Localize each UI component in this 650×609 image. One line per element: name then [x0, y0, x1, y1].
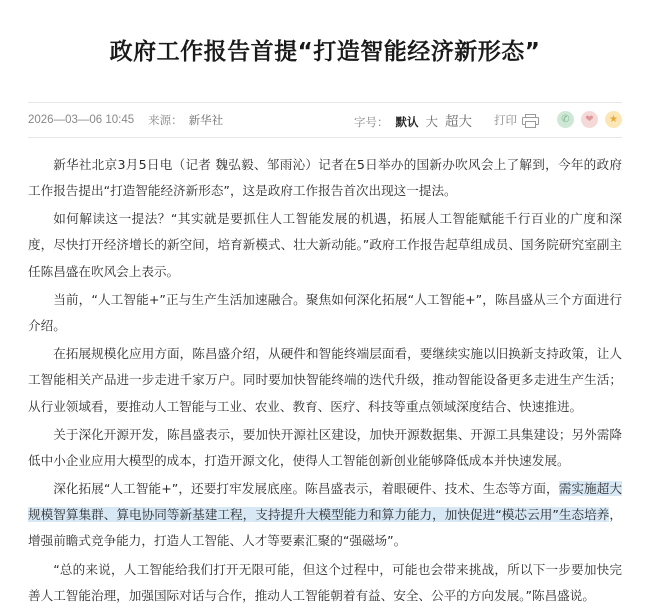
page-title: 政府工作报告首提“打造智能经济新形态”: [109, 39, 541, 66]
source-group: [148, 112, 223, 128]
favorite-star-icon[interactable]: ★: [605, 111, 622, 128]
font-size-label: 字号：: [353, 116, 389, 129]
paragraph-text: 深化拓展“人工智能+”，还要打牢发展底座。陈昌盛表示，着眼硬件、技术、生态等方面，: [53, 481, 559, 497]
paragraph-text: “总的来说，人工智能给我们打开无限可能，但这个过程中，可能也会带来挑战，所以下一步要加快完善人工智能治理，加强国际对话与合作，推动人工智能朝着有益、安全、公平的方向发展。”陈昌盛说。: [28, 561, 622, 603]
source-label: 来源：: [148, 114, 183, 127]
article-paragraph: [28, 206, 622, 285]
source-name: 新华社: [188, 114, 224, 127]
font-size-default-option[interactable]: 默认: [395, 116, 419, 129]
share-buttons: [557, 111, 622, 128]
article-meta-bar: [28, 102, 622, 138]
article-paragraph: [28, 422, 622, 474]
paragraph-text: 当前，“人工智能+”正与生产生活加速融合。聚焦如何深化拓展“人工智能+”，陈昌盛从三个方面进行介绍。: [28, 291, 622, 333]
article-body: [28, 138, 622, 609]
paragraph-text: 如何解读这一提法？“其实就是要抓住人工智能发展的机遇，拓展人工智能赋能千行百业的广度和深度，尽快打开经济增长的新空间，培育新模式、壮大新动能。”政府工作报告起草组成员、国务院研究室副主任陈昌盛在吹风会上表示。: [28, 211, 622, 279]
article-page: [0, 15, 650, 603]
meta-left-group: [28, 112, 223, 128]
article-paragraph: [28, 287, 622, 339]
article-paragraph: [28, 152, 622, 204]
paragraph-text: 关于深化开源开发，陈昌盛表示，要加快开源社区建设，加快开源数据集、开源工具集建设；另外需降低中小企业应用大模型的成本，打造开源文化，使得人工智能创新创业能够降低成本并快速发展。: [28, 426, 622, 468]
article-paragraph: [28, 341, 622, 420]
print-control[interactable]: [494, 112, 537, 128]
article-paragraph: [28, 557, 622, 609]
article-paragraph: [28, 476, 622, 555]
font-size-xlarge-option[interactable]: 超大: [445, 113, 472, 129]
wechat-share-icon[interactable]: ✆: [557, 111, 574, 128]
print-label: 打印: [494, 114, 517, 127]
paragraph-text: ，增强前瞻式竞争能力，打造人工智能、人才等要素汇聚的“强磁场”。: [28, 507, 622, 549]
font-size-large-option[interactable]: 大: [425, 114, 438, 129]
weibo-share-icon[interactable]: ❤: [581, 111, 598, 128]
meta-right-group: [354, 110, 622, 130]
publish-date: 2026—03—06 10:45: [28, 113, 135, 126]
font-size-control: [354, 110, 472, 130]
paragraph-text: 新华社北京3月5日电（记者 魏弘毅、邹雨沁）记者在5日举办的国新办吹风会上了解到，今年的政府工作报告提出“打造智能经济新形态”，这是政府工作报告首次出现这一提法。: [28, 156, 622, 199]
paragraph-text: 在拓展规模化应用方面，陈昌盛介绍，从硬件和智能终端层面看，要继续实施以旧换新支持政策，让人工智能相关产品进一步走进千家万户。同时要加快智能终端的迭代升级，推动智能设备更多走进生产生活；从行业领域看，要推动人工智能与工业、农业、教育、医疗、科技等重点领域深度结合、快速推进。: [28, 346, 622, 414]
highlighted-text: 需实施超大规模智算集群、算电协同等新基建工程，支持提升大模型能力和算力能力，加快促进“模芯云用”生态培养: [28, 481, 623, 523]
printer-icon[interactable]: [522, 114, 537, 126]
